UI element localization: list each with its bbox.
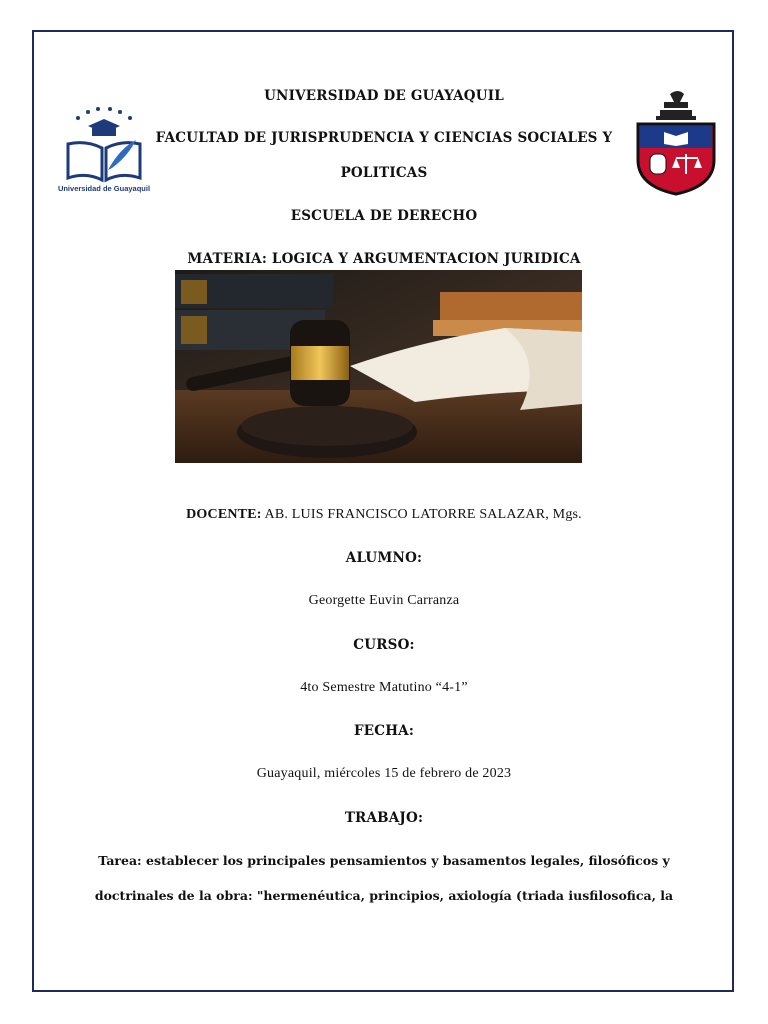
gavel-photo	[175, 270, 582, 463]
date-label: FECHA:	[353, 723, 415, 739]
student-label: ALUMNO:	[345, 550, 423, 566]
date-value: Guayaquil, miércoles 15 de febrero de 2023	[256, 766, 512, 781]
student-value: Georgette Euvin Carranza	[308, 593, 460, 608]
course-value: 4to Semestre Matutino “4-1”	[300, 680, 468, 695]
faculty-name-line1: FACULTAD DE JURISPRUDENCIA Y CIENCIAS SOCIALES Y	[155, 130, 613, 146]
university-name: UNIVERSIDAD DE GUAYAQUIL	[264, 88, 504, 104]
course-label: CURSO:	[353, 637, 415, 653]
teacher-value: AB. LUIS FRANCISCO LATORRE SALAZAR, Mgs.	[261, 507, 582, 522]
teacher-line	[32, 507, 736, 523]
task-line2: doctrinales de la obra: "hermenéutica, principios, axiología (triada iusfilosofica, la	[94, 888, 674, 903]
teacher-label: DOCENTE:	[186, 507, 262, 522]
task-line1: Tarea: establecer los principales pensamientos y basamentos legales, filosóficos y	[98, 853, 670, 868]
university-logo-icon	[58, 104, 150, 196]
university-logo-caption: Universidad de Guayaquil	[57, 184, 151, 193]
school-name: ESCUELA DE DERECHO	[290, 208, 478, 224]
faculty-name-line2: POLITICAS	[340, 165, 428, 181]
subject-title: MATERIA: LOGICA Y ARGUMENTACION JURIDICA	[187, 251, 581, 267]
work-label: TRABAJO:	[344, 810, 424, 826]
